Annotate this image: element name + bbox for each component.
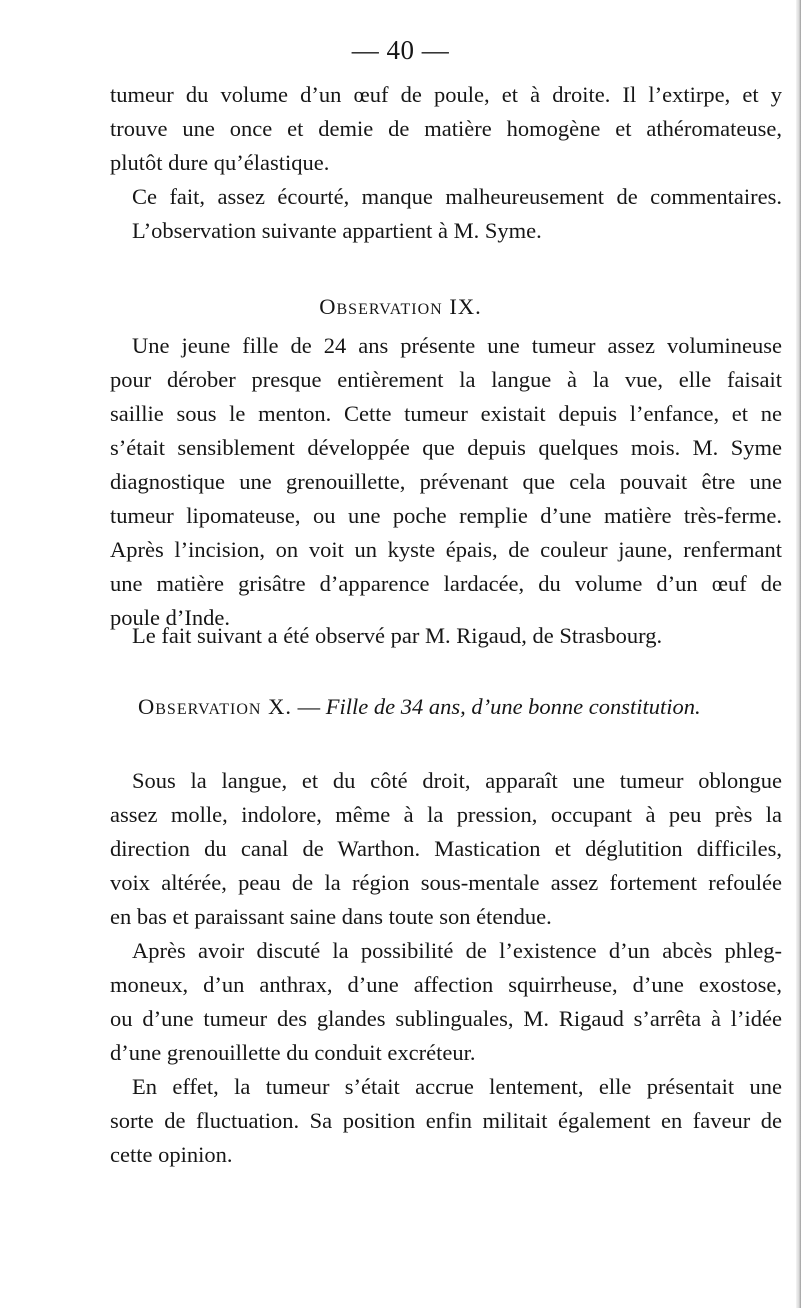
text-line: s’était sensiblement développée que depuis quelques mois. M. Syme: [110, 435, 782, 460]
text-line: cette opinion.: [110, 1142, 233, 1167]
text-line: pour dérober presque entièrement la langue à la vue, elle faisait: [110, 367, 782, 392]
text-line: Sous la langue, et du côté droit, apparaît une tumeur oblongue: [132, 768, 782, 793]
heading-observation-ix: Observation IX.: [319, 294, 482, 319]
heading-observation-x: [138, 690, 778, 724]
text-line: tumeur lipomateuse, ou une poche remplie d’une matière très-ferme.: [110, 503, 782, 528]
text-line: trouve une once et demie de matière homogène et athéromateuse,: [110, 116, 782, 141]
text-line: direction du canal de Warthon. Mastication et déglutition difficiles,: [110, 836, 782, 861]
text-line: ou d’une tumeur des glandes sublinguales, M. Rigaud s’arrêta à l’idée: [110, 1006, 782, 1031]
text-line: Le fait suivant a été observé par M. Rigaud, de Strasbourg.: [132, 623, 663, 648]
page-number: — 40 —: [351, 35, 450, 65]
text-line: Ce fait, assez écourté, manque malheureusement de commentaires.: [132, 184, 782, 209]
text-line: Après avoir discuté la possibilité de l’existence d’un abcès phleg-: [132, 938, 782, 963]
text-line: une matière grisâtre d’apparence lardacée, du volume d’un œuf de: [110, 571, 782, 596]
text-line: d’une grenouillette du conduit excréteur.: [110, 1040, 476, 1065]
text-line: assez molle, indolore, même à la pression, occupant à peu près la: [110, 802, 782, 827]
scan-edge: [796, 0, 801, 1308]
text-line: en bas et paraissant saine dans toute son étendue.: [110, 904, 552, 929]
text-line: Une jeune fille de 24 ans présente une tumeur assez volumineuse: [132, 333, 782, 358]
text-line: diagnostique une grenouillette, prévenant que cela pouvait être une: [110, 469, 782, 494]
observation-x-label: Observation X.: [138, 694, 292, 719]
text-line: plutôt dure qu’élastique.: [110, 150, 330, 175]
text-line: voix altérée, peau de la région sous-mentale assez fortement refoulée: [110, 870, 782, 895]
observation-x-subtitle: Fille de 34 ans, d’une bonne constitution.: [325, 694, 701, 719]
text-line: Après l’incision, on voit un kyste épais, de couleur jaune, renfermant: [110, 537, 782, 562]
text-line: poule d’Inde.: [110, 605, 230, 630]
text-line: L’observation suivante appartient à M. Syme.: [132, 218, 542, 243]
text-line: saillie sous le menton. Cette tumeur existait depuis l’enfance, et ne: [110, 401, 782, 426]
text-line: moneux, d’un anthrax, d’une affection squirrheuse, d’une exostose,: [110, 972, 782, 997]
text-line: sorte de fluctuation. Sa position enfin militait également en faveur de: [110, 1108, 782, 1133]
text-line: En effet, la tumeur s’était accrue lentement, elle présentait une: [132, 1074, 782, 1099]
observation-x-dash: —: [291, 694, 326, 719]
text-line: tumeur du volume d’un œuf de poule, et à droite. Il l’extirpe, et y: [110, 82, 782, 107]
